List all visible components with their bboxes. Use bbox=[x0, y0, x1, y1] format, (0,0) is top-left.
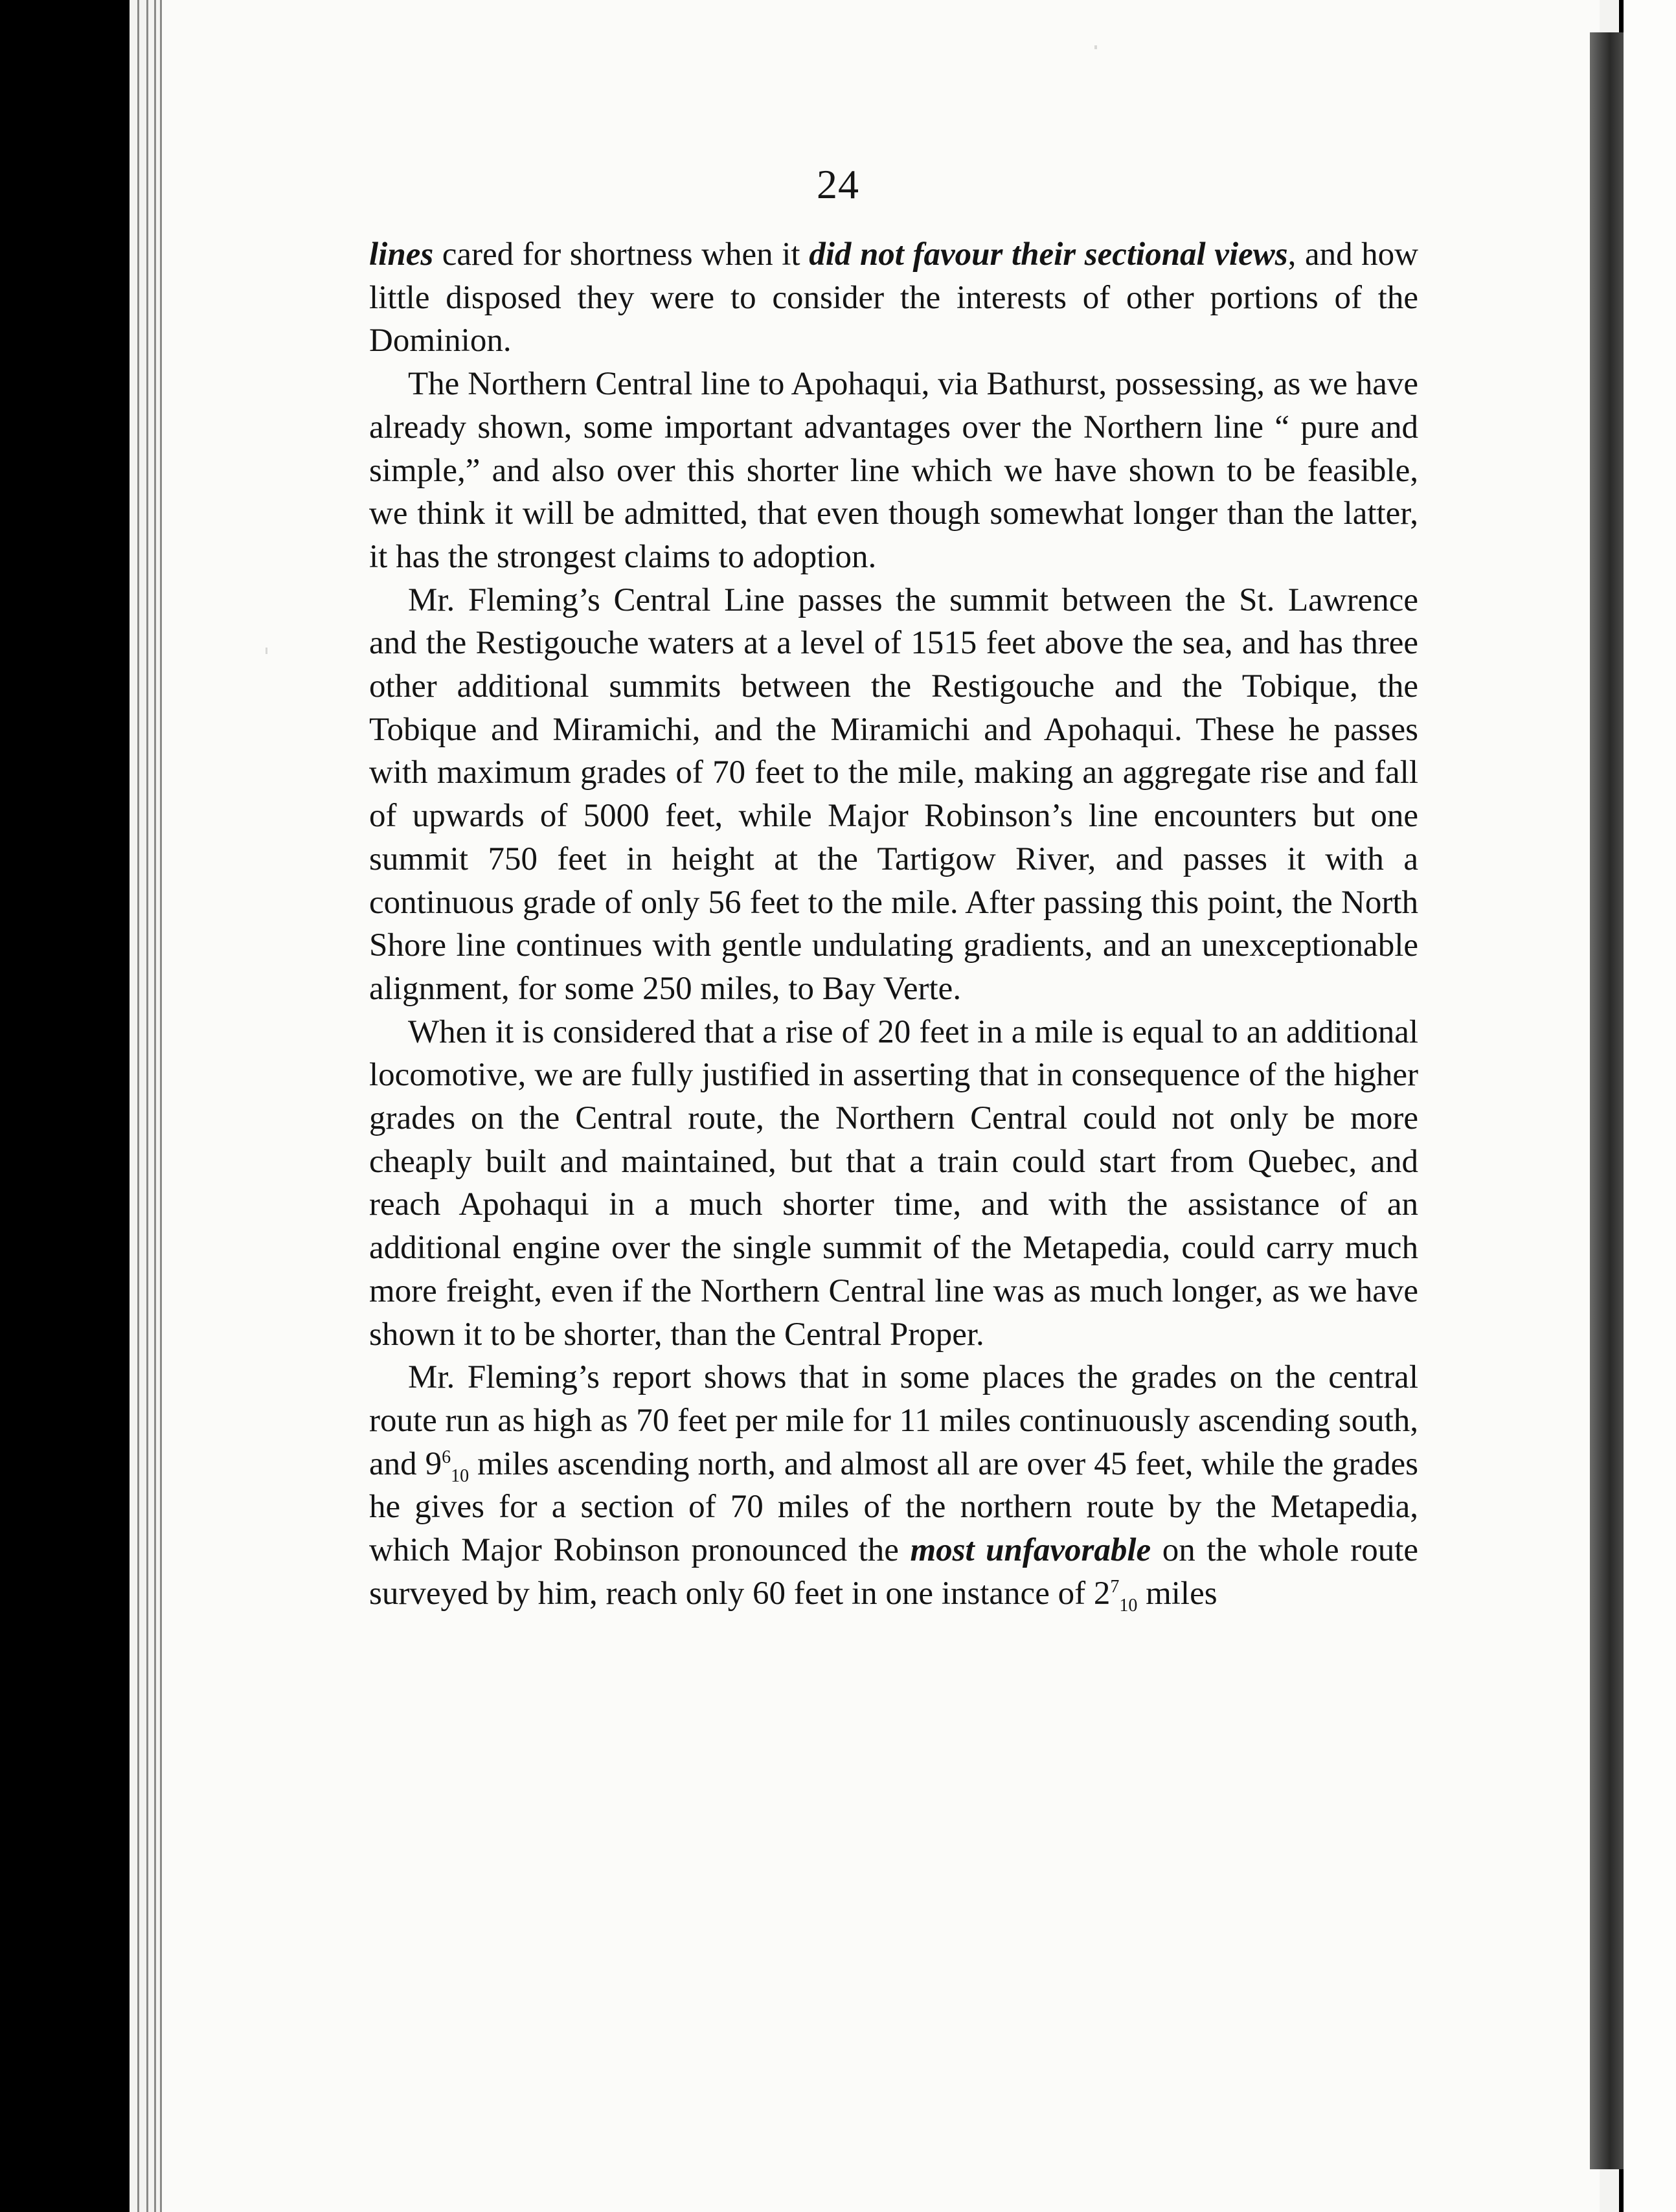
page-number: 24 bbox=[817, 161, 859, 207]
text-run: , and how little disposed they were to consider the interests of other portions of the Dominion. bbox=[369, 236, 1419, 359]
page-edge-line bbox=[146, 0, 148, 2212]
fraction-denominator: 10 bbox=[451, 1465, 470, 1486]
text-run: cared for shortness when it bbox=[433, 236, 810, 273]
fraction-denominator: 10 bbox=[1119, 1595, 1138, 1616]
text-run: miles bbox=[1137, 1575, 1217, 1612]
page-edge-line bbox=[154, 0, 156, 2212]
paragraph-4: When it is considered that a rise of 20 feet in a mile is equal to an additional locomotive, we are fully justified in asserting that in consequence of the higher grades on the Central route, the Northern Central could not only be more cheaply built and maintained, but that a train could start from Quebec, and reach Apohaqui in a much shorter time, and with the assistance of an additional engine over the single summit of the Metapedia, could carry much more freight, even if the Northern Central line was as much longer, as we have shown it to be shorter, than the Central Proper. bbox=[369, 1013, 1418, 1353]
text-run: Mr. Fleming’s report shows that in some places the grades on the central route run as high as 70 feet per mile for 11 miles continuously ascending south, and 9 bbox=[369, 1359, 1418, 1482]
emphasis-most-unfavorable: most unfavorable bbox=[910, 1532, 1151, 1569]
paragraph-5 bbox=[369, 1356, 1418, 1615]
body-text bbox=[369, 233, 1418, 1616]
text-run: on the whole route surveyed by him, reach only 60 feet in one instance of 2 bbox=[369, 1532, 1418, 1612]
paper-speck bbox=[266, 648, 267, 654]
gutter-shadow bbox=[1590, 32, 1624, 2169]
emphasis-sectional-views: did not favour their sectional views bbox=[809, 236, 1288, 273]
fraction-numerator: 6 bbox=[442, 1447, 451, 1467]
paragraph-3: Mr. Fleming’s Central Line passes the summit between the St. Lawrence and the Restigouche waters at a level of 1515 feet above the sea, and has three other additional summits between the Restigouche and the Tobique, the Tobique and Miramichi, and the Miramichi and Apohaqui. These he passes with maximum grades of 70 feet to the mile, making an aggregate rise and fall of upwards of 5000 feet, while Major Robinson’s line encounters but one summit 750 feet in height at the Tartigow River, and passes it with a continuous grade of only 56 feet to the mile. After passing this point, the North Shore line continues with gentle undulating gradients, and an unexceptionable alignment, for some 250 miles, to Bay Verte. bbox=[369, 581, 1418, 1007]
text-run: miles ascending north, and almost all are over 45 feet, while the grades he gives for a section of 70 miles of the northern route by the Metapedia, which Major Robinson pronounced the bbox=[369, 1445, 1418, 1569]
paragraph-1 bbox=[369, 233, 1418, 363]
fraction-numerator: 7 bbox=[1110, 1576, 1120, 1597]
facing-page-edge bbox=[1624, 0, 1676, 2212]
page-edge-line bbox=[137, 0, 139, 2212]
paragraph-2: The Northern Central line to Apohaqui, via Bathurst, possessing, as we have already shown, some important advantages over the Northern line “ pure and simple,” and also over this shorter line which we have shown to be feasible, we think it will be admitted, that even though somewhat longer than the latter, it has the strongest claims to adoption. bbox=[369, 366, 1418, 575]
paper-speck bbox=[1094, 45, 1097, 49]
emphasis-lines: lines bbox=[369, 236, 434, 273]
